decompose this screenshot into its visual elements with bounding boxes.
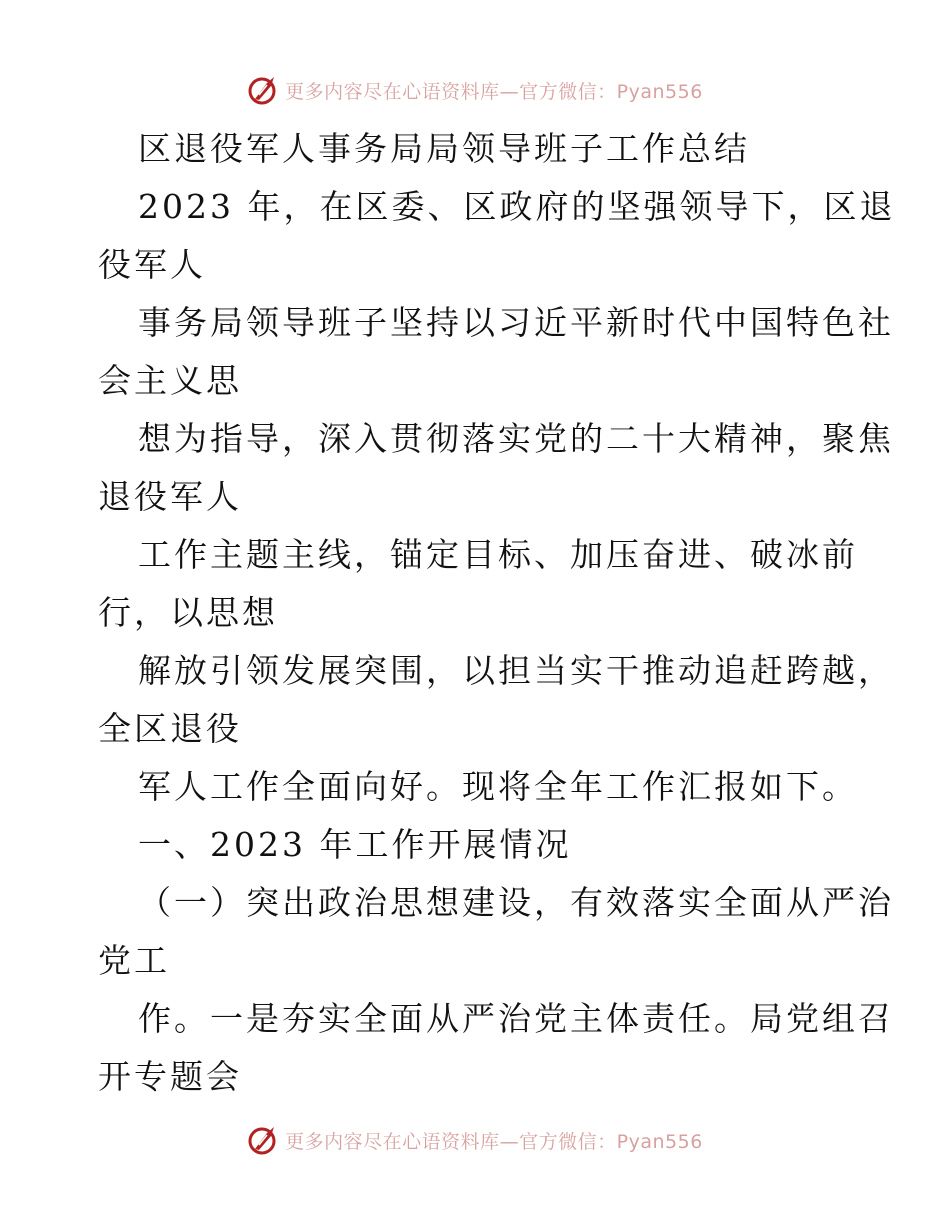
text-line: 作。一是夯实全面从严治党主体责任。局党组召 (138, 999, 894, 1038)
text-line: 区退役军人事务局局领导班子工作总结 (138, 129, 750, 168)
text-line: 想为指导，深入贯彻落实党的二十大精神，聚焦 (138, 419, 894, 458)
text-line: 2023 年，在区委、区政府的坚强领导下，区退 (138, 187, 896, 226)
watermark-text: 更多内容尽在心语资料库—官方微信：Pyan556 (285, 1130, 703, 1153)
text-line: 军人工作全面向好。现将全年工作汇报如下。 (138, 767, 858, 806)
watermark-text: 更多内容尽在心语资料库—官方微信：Pyan556 (285, 80, 703, 103)
watermark-header (0, 70, 950, 110)
text-line: 一、2023 年工作开展情况 (138, 825, 572, 864)
pen-nib-logo-icon (247, 73, 281, 107)
text-line: 解放引领发展突围，以担当实干推动追赶跨越， (138, 651, 894, 690)
text-line: 行，以思想 (98, 593, 278, 632)
text-line: 会主义思 (98, 361, 242, 400)
text-line: 事务局领导班子坚持以习近平新时代中国特色社 (138, 303, 894, 342)
text-line: 役军人 (98, 245, 206, 284)
pen-nib-logo-icon (247, 1123, 281, 1157)
text-line: 退役军人 (98, 477, 242, 516)
document-body (98, 120, 896, 1106)
text-line: （一）突出政治思想建设，有效落实全面从严治 (138, 883, 894, 922)
text-line: 工作主题主线，锚定目标、加压奋进、破冰前 (138, 535, 858, 574)
text-line: 全区退役 (98, 709, 242, 748)
text-line: 开专题会 (98, 1057, 242, 1096)
watermark-footer (0, 1120, 950, 1160)
text-line: 党工 (98, 941, 170, 980)
